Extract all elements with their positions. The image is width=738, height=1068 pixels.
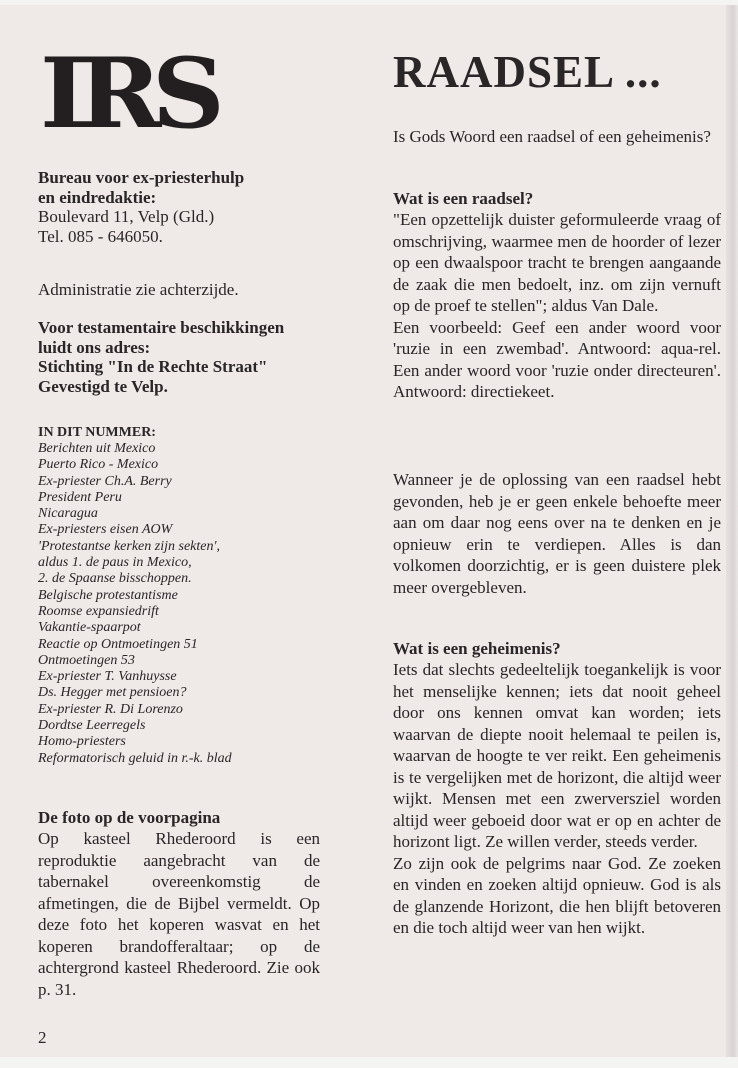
bureau-info [38,168,348,246]
contents-item: Ex-priester R. Di Lorenzo [38,701,183,717]
paragraph: Iets dat slechts gedeeltelijk toegankelijk is voor het menselijke kennen; iets dat nooit geheel door ons kennen omvat kan worden; iets waarvan de diepte nooit helemaal te peilen is, waarvan de hoogte te ver reikt. Een geheimenis is te vergelijken met de horizont, die altijd weer wijkt. Mensen met een zwerversziel worden altijd weer geboeid door wat er op en achter de horizont ligt. Ze willen verder, steeds verder. [393,660,721,851]
contents-item: 'Protestantse kerken zijn sekten', [38,538,220,554]
testament-info [38,318,358,396]
testament-line: Stichting "In de Rechte Straat" [38,357,268,376]
section-heading: Wat is een raadsel? [393,189,534,208]
paragraph: "Een opzettelijk duister geformuleerde vraag of omschrijving, waarmee men de hoorder of lezer op een dwaalspoor tracht te brengen aangaande de zaak die men bedoelt, inz. om zijn vernuft op de proef te stellen"; aldus Van Dale. [393,210,721,315]
contents-item: Ds. Hegger met pensioen? [38,685,187,701]
administration-note: Administratie zie achterzijde. [38,280,239,299]
section-geheimenis [393,638,721,939]
contents-item: Reactie op Ontmoetingen 51 [38,636,198,652]
article-title: RAADSEL ... [393,47,662,97]
contents-item: Ontmoetingen 53 [38,652,135,668]
contents-item: Ex-priesters eisen AOW [38,522,173,538]
bureau-heading-line2: en eindredaktie: [38,187,157,207]
binding-shadow [726,5,738,1057]
contents-item: Homo-priesters [38,734,126,750]
phone: Tel. 085 - 646050. [38,226,163,246]
contents-item: Vakantie-spaarpot [38,620,141,636]
contents-item: Reformatorisch geluid in r.-k. blad [38,750,232,766]
contents-item: aldus 1. de paus in Mexico, [38,555,192,571]
testament-line: Voor testamentaire beschikkingen [38,318,285,337]
address: Boulevard 11, Velp (Gld.) [38,207,215,226]
table-of-contents [38,424,298,767]
paragraph: Zo zijn ook de pelgrims naar God. Ze zoeken en vinden en zoeken altijd opnieuw. God is als de glanzende Horizont, die hen blijft betoveren en die toch altijd weer van hen wijkt. [393,853,721,937]
bureau-heading-line1: Bureau voor ex-priesterhulp [38,168,245,187]
contents-item: Puerto Rico - Mexico [38,457,159,473]
contents-list [38,441,298,767]
contents-item: Roomse expansiedrift [38,603,159,619]
section-heading: Wat is een geheimenis? [393,639,561,658]
contents-item: Dordtse Leerregels [38,718,146,734]
testament-line: Gevestigd te Velp. [38,376,168,396]
contents-item: Belgische protestantisme [38,587,178,603]
contents-item: Ex-priester Ch.A. Berry [38,473,172,489]
contents-item: Berichten uit Mexico [38,441,156,456]
paragraph: Een voorbeeld: Geef een ander woord voor 'ruzie in een zwembad'. Antwoord: aqua-rel. Een ander woord voor 'ruzie onder directeuren'. Antwoord: directiekeet. [393,317,721,401]
article-intro: Is Gods Woord een raadsel of een geheimenis? [393,127,711,146]
irs-logo: IRS [40,37,216,150]
contents-item: Nicaragua [38,506,98,522]
photo-heading: De foto op de voorpagina [38,808,221,827]
contents-item: 2. de Spaanse bisschoppen. [38,571,192,587]
paragraph: Wanneer je de oplossing van een raadsel hebt gevonden, heb je er geen enkele behoefte meer aan om daar nog eens over na te denken en je opnieuw erin te verdiepen. Alles is dan volkomen doorzichtig, er is geen duistere plek meer overgebleven. [393,470,721,597]
page-number: 2 [38,1028,47,1047]
contents-item: Ex-priester T. Vanhuysse [38,669,177,685]
section-raadsel [393,188,721,403]
testament-line: luidt ons adres: [38,337,151,357]
cover-photo-note [38,808,320,1000]
contents-item: President Peru [38,489,122,505]
contents-heading: IN DIT NUMMER: [38,425,156,440]
photo-text: Op kasteel Rhederoord is een reproduktie aangebracht van de tabernakel overeenkomstig de afmetingen, die de Bijbel vermeldt. Op deze foto het koperen wasvat en het koperen brandofferaltaar; op de achtergrond kasteel Rhederoord. Zie ook p. 31. [38,829,320,999]
